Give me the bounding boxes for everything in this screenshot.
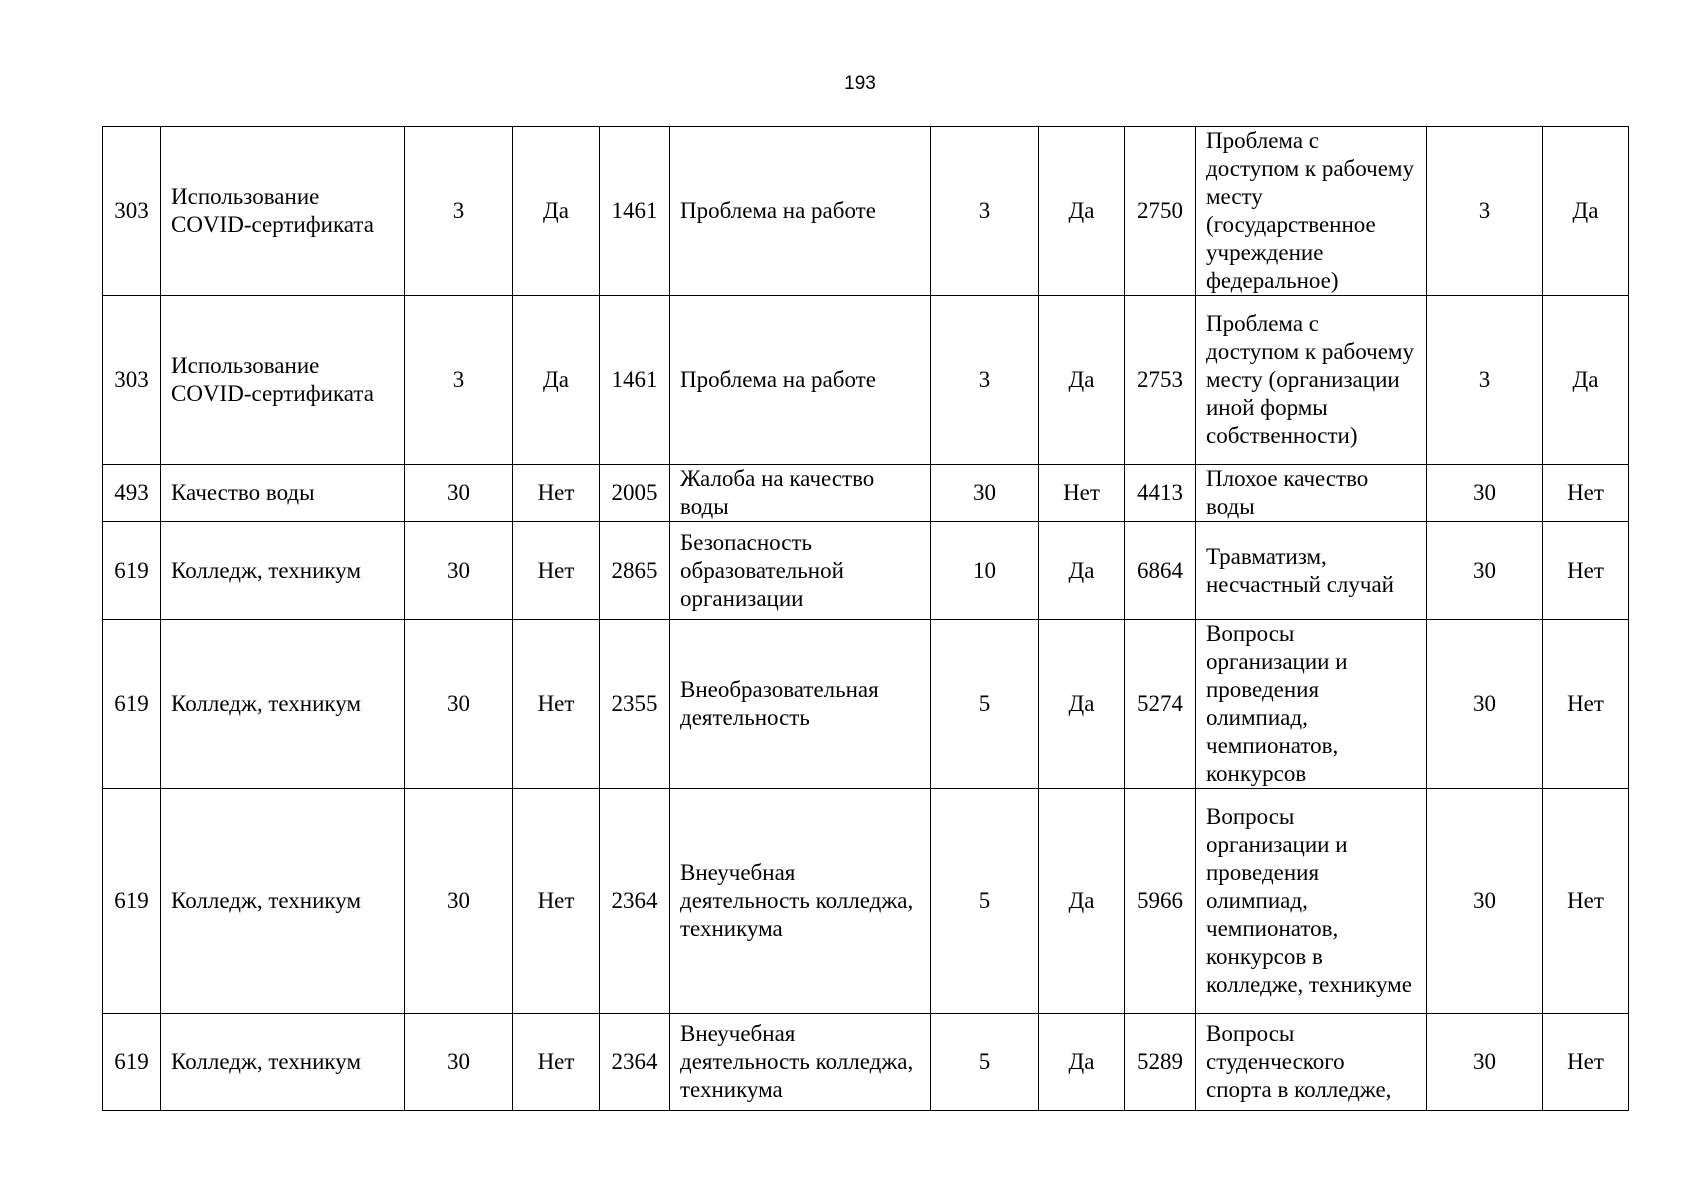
table-cell: Да [1039, 522, 1125, 620]
table-cell: 30 [1427, 1014, 1543, 1111]
table-cell: Да [1039, 789, 1125, 1014]
table-cell: 3 [405, 296, 513, 465]
table-cell: Плохое качество воды [1196, 465, 1427, 522]
data-table [102, 126, 1629, 1111]
table-cell: Проблема на работе [670, 127, 931, 296]
table-cell: Да [1039, 1014, 1125, 1111]
table-cell: 2753 [1125, 296, 1196, 465]
table-cell: 1461 [600, 296, 670, 465]
table-cell: 5 [931, 1014, 1039, 1111]
table-cell: Нет [513, 1014, 600, 1111]
table-cell: Нет [513, 789, 600, 1014]
table-cell: 10 [931, 522, 1039, 620]
table-cell: Да [1039, 620, 1125, 789]
table-cell: Внеучебная деятельность колледжа, техникума [670, 789, 931, 1014]
table-cell: 5274 [1125, 620, 1196, 789]
table-cell: Да [1039, 127, 1125, 296]
table-cell: Нет [1543, 620, 1629, 789]
table-cell: 5289 [1125, 1014, 1196, 1111]
table-cell: Вопросы организации и проведения олимпиад, чемпионатов, конкурсов в колледже, техникуме [1196, 789, 1427, 1014]
table-cell: Качество воды [161, 465, 405, 522]
table-cell: 2865 [600, 522, 670, 620]
table-cell: 4413 [1125, 465, 1196, 522]
table-cell: Внеучебная деятельность колледжа, техникума [670, 1014, 931, 1111]
table-cell: Проблема на работе [670, 296, 931, 465]
table-cell: 30 [1427, 465, 1543, 522]
table-cell: 3 [1427, 127, 1543, 296]
table-cell: Да [1543, 127, 1629, 296]
table-cell: 30 [405, 620, 513, 789]
table-cell: Колледж, техникум [161, 522, 405, 620]
table-cell: 5966 [1125, 789, 1196, 1014]
table-cell: 3 [405, 127, 513, 296]
table-cell: 30 [405, 789, 513, 1014]
table-cell: Внеобразовательная деятельность [670, 620, 931, 789]
table-cell: 619 [103, 620, 161, 789]
table-cell: 2355 [600, 620, 670, 789]
table-cell: Да [1039, 296, 1125, 465]
table-cell: Вопросы организации и проведения олимпиад, чемпионатов, конкурсов [1196, 620, 1427, 789]
table-cell: Колледж, техникум [161, 620, 405, 789]
table-cell: 2364 [600, 789, 670, 1014]
table-cell: 2750 [1125, 127, 1196, 296]
table-cell: Да [513, 296, 600, 465]
table-row [103, 296, 1629, 465]
table-cell: 303 [103, 296, 161, 465]
table-cell: Травматизм, несчастный случай [1196, 522, 1427, 620]
table-cell: 619 [103, 522, 161, 620]
table-cell: Колледж, техникум [161, 789, 405, 1014]
table-cell: 3 [931, 127, 1039, 296]
table-cell: Жалоба на качество воды [670, 465, 931, 522]
table-row [103, 127, 1629, 296]
table-cell: 2005 [600, 465, 670, 522]
table-cell: 30 [931, 465, 1039, 522]
table-cell: 303 [103, 127, 161, 296]
table-cell: 5 [931, 789, 1039, 1014]
table-row [103, 522, 1629, 620]
table-cell: Проблема с доступом к рабочему месту (организации иной формы собственности) [1196, 296, 1427, 465]
table-cell: 30 [1427, 789, 1543, 1014]
table-cell: Нет [1543, 465, 1629, 522]
table-cell: Да [513, 127, 600, 296]
table-cell: Нет [513, 465, 600, 522]
table-cell: Нет [1543, 522, 1629, 620]
table-cell: Да [1543, 296, 1629, 465]
table-cell: 6864 [1125, 522, 1196, 620]
table-cell: 1461 [600, 127, 670, 296]
table-cell: 2364 [600, 1014, 670, 1111]
table-cell: Нет [513, 522, 600, 620]
table-cell: 30 [405, 1014, 513, 1111]
table-cell: 619 [103, 789, 161, 1014]
table-row [103, 1014, 1629, 1111]
table-cell: 30 [405, 465, 513, 522]
table-cell: Нет [513, 620, 600, 789]
table-cell: Нет [1543, 789, 1629, 1014]
table-cell: 3 [1427, 296, 1543, 465]
table-row [103, 789, 1629, 1014]
table-cell: Нет [1543, 1014, 1629, 1111]
table-cell: 493 [103, 465, 161, 522]
table-cell: Безопасность образовательной организации [670, 522, 931, 620]
page-number: 193 [844, 73, 876, 94]
table-cell: 30 [1427, 620, 1543, 789]
table-cell: Колледж, техникум [161, 1014, 405, 1111]
table-cell: 619 [103, 1014, 161, 1111]
table-row [103, 465, 1629, 522]
table-cell: Вопросы студенческого спорта в колледже, [1196, 1014, 1427, 1111]
table-cell: 30 [405, 522, 513, 620]
table-cell: 5 [931, 620, 1039, 789]
table-cell: 3 [931, 296, 1039, 465]
table-row [103, 620, 1629, 789]
table-cell: Нет [1039, 465, 1125, 522]
table-cell: Использование COVID-сертификата [161, 296, 405, 465]
table-cell: 30 [1427, 522, 1543, 620]
table-cell: Использование COVID-сертификата [161, 127, 405, 296]
table-cell: Проблема с доступом к рабочему месту (государственное учреждение федеральное) [1196, 127, 1427, 296]
